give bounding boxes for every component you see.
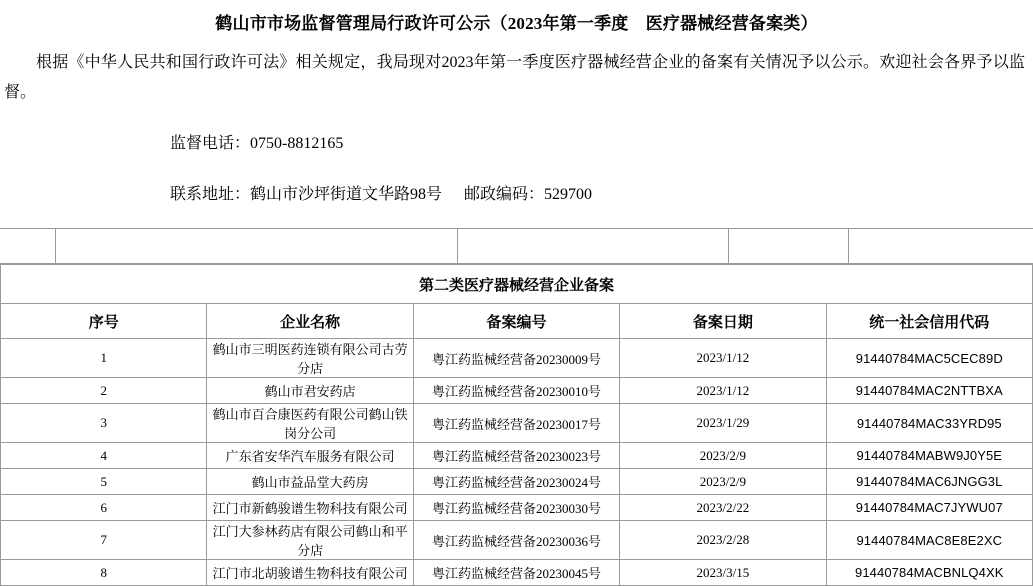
cell-name: 鹤山市君安药店: [207, 378, 413, 404]
postcode-value: 529700: [544, 186, 593, 203]
cell-name: 鹤山市益品堂大药房: [207, 469, 413, 495]
cell-code: 91440784MAC33YRD95: [826, 404, 1032, 443]
cell-no: 1: [1, 339, 207, 378]
spacer-cell: [849, 229, 1033, 263]
cell-no: 2: [1, 378, 207, 404]
cell-no: 5: [1, 469, 207, 495]
table-section-title: 第二类医疗器械经营企业备案: [1, 265, 1033, 304]
cell-code: 91440784MABW9J0Y5E: [826, 443, 1032, 469]
address-label: 联系地址：: [170, 186, 251, 203]
supervise-phone-label: 监督电话：: [170, 135, 251, 152]
cell-code: 91440784MAC2NTTBXA: [826, 378, 1032, 404]
cell-record: 粤江药监械经营备20230009号: [413, 339, 619, 378]
column-header-no: 序号: [1, 304, 207, 339]
cell-date: 2023/1/29: [620, 404, 826, 443]
cell-code: 91440784MAC8E8E2XC: [826, 521, 1032, 560]
cell-record: 粤江药监械经营备20230023号: [413, 443, 619, 469]
cell-date: 2023/1/12: [620, 339, 826, 378]
cell-record: 粤江药监械经营备20230017号: [413, 404, 619, 443]
cell-no: 3: [1, 404, 207, 443]
table-header-row: [1, 304, 1033, 339]
cell-date: 2023/2/9: [620, 443, 826, 469]
cell-code: 91440784MAC7JYWU07: [826, 495, 1032, 521]
column-header-record: 备案编号: [413, 304, 619, 339]
page-title: 鹤山市市场监督管理局行政许可公示（2023年第一季度 医疗器械经营备案类）: [215, 14, 818, 33]
spacer-cell: [0, 229, 56, 263]
cell-code: 91440784MACBNLQ4XK: [826, 560, 1032, 586]
column-header-date: 备案日期: [620, 304, 826, 339]
table-row: [1, 404, 1033, 443]
spacer-cell: [56, 229, 458, 263]
cell-name: 鹤山市百合康医药有限公司鹤山铁岗分公司: [207, 404, 413, 443]
address-line: [0, 181, 1033, 204]
cell-code: 91440784MAC6JNGG3L: [826, 469, 1032, 495]
cell-date: 2023/3/15: [620, 560, 826, 586]
cell-date: 2023/1/12: [620, 378, 826, 404]
table-row: [1, 339, 1033, 378]
cell-record: 粤江药监械经营备20230036号: [413, 521, 619, 560]
cell-record: 粤江药监械经营备20230045号: [413, 560, 619, 586]
cell-name: 江门市北胡骏谱生物科技有限公司: [207, 560, 413, 586]
records-table-wrapper: [0, 264, 1033, 586]
column-header-name: 企业名称: [207, 304, 413, 339]
spacer-cell: [729, 229, 849, 263]
cell-no: 8: [1, 560, 207, 586]
cell-name: 鹤山市三明医药连锁有限公司古劳分店: [207, 339, 413, 378]
cell-record: 粤江药监械经营备20230030号: [413, 495, 619, 521]
table-row: [1, 469, 1033, 495]
cell-name: 广东省安华汽车服务有限公司: [207, 443, 413, 469]
cell-date: 2023/2/22: [620, 495, 826, 521]
cell-record: 粤江药监械经营备20230024号: [413, 469, 619, 495]
column-header-code: 统一社会信用代码: [826, 304, 1032, 339]
cell-record: 粤江药监械经营备20230010号: [413, 378, 619, 404]
supervise-phone-value: 0750-8812165: [250, 135, 344, 152]
cell-name: 江门大参林药店有限公司鹤山和平分店: [207, 521, 413, 560]
cell-date: 2023/2/28: [620, 521, 826, 560]
address-value: 鹤山市沙坪街道文华路98号: [250, 186, 443, 203]
cell-code: 91440784MAC5CEC89D: [826, 339, 1032, 378]
table-section-title-row: [1, 265, 1033, 304]
cell-date: 2023/2/9: [620, 469, 826, 495]
cell-no: 7: [1, 521, 207, 560]
intro-paragraph: 根据《中华人民共和国行政许可法》相关规定，我局现对2023年第一季度医疗器械经营企业的备案有关情况予以公示。欢迎社会各界予以监督。: [4, 54, 1025, 101]
table-row: [1, 378, 1033, 404]
records-table: [0, 264, 1033, 586]
cell-no: 4: [1, 443, 207, 469]
table-row: [1, 560, 1033, 586]
supervise-phone-line: [0, 130, 1033, 153]
table-row: [1, 443, 1033, 469]
cell-no: 6: [1, 495, 207, 521]
cell-name: 江门市新鹤骏谱生物科技有限公司: [207, 495, 413, 521]
blank-spacer-row: [0, 228, 1033, 264]
postcode-label: 邮政编码：: [464, 186, 545, 203]
spacer-cell: [458, 229, 729, 263]
table-row: [1, 495, 1033, 521]
